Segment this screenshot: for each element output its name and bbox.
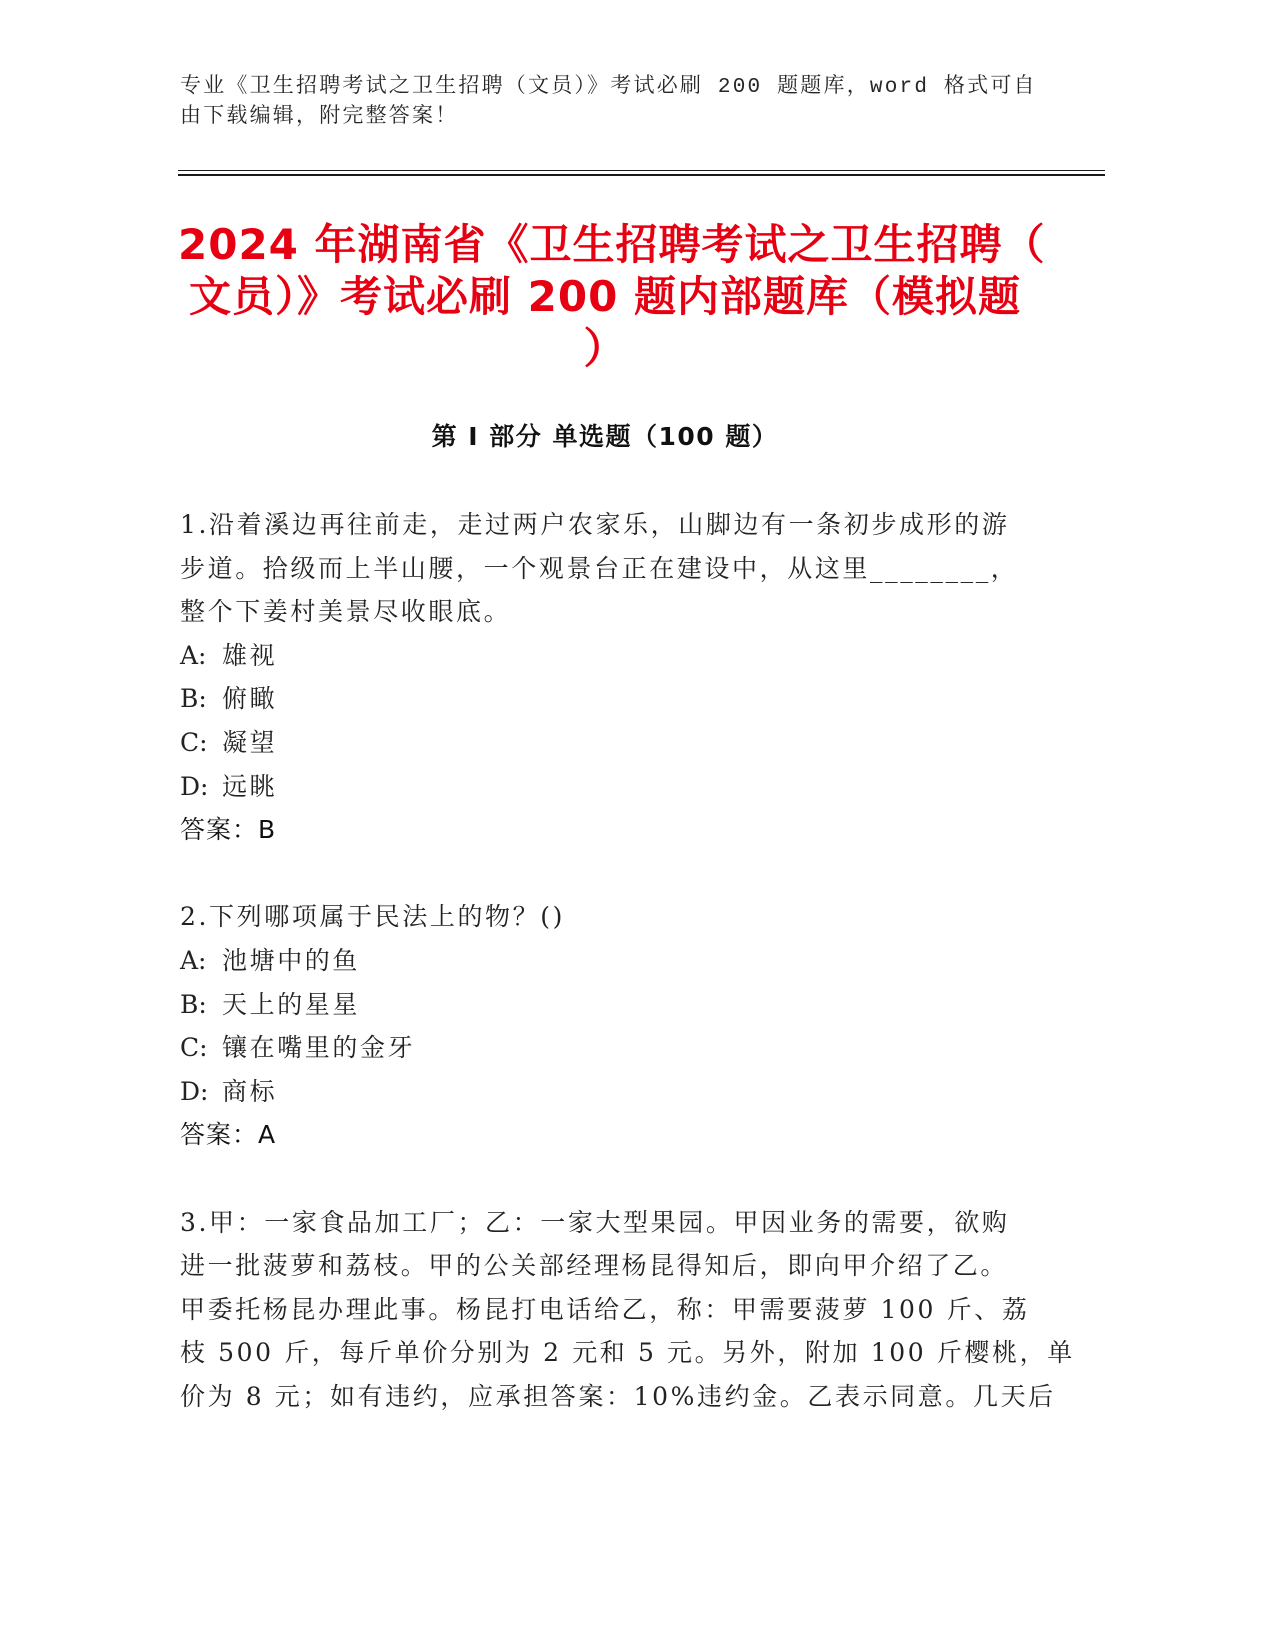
question-stem-line: 整个下姜村美景尽收眼底。	[180, 597, 512, 627]
option-c	[180, 1026, 1080, 1070]
option-text: 镶在嘴里的金牙	[222, 1033, 416, 1063]
option-text: 俯瞰	[222, 684, 278, 714]
option-a	[180, 634, 1080, 678]
option-c	[180, 721, 1080, 765]
question-stem-line: 枝 500 斤，每斤单价分别为 2 元和 5 元。另外，附加 100 斤樱桃，单	[180, 1338, 1075, 1368]
question-stem-line: 甲委托杨昆办理此事。杨昆打电话给乙，称：甲需要菠萝 100 斤、荔	[180, 1294, 1030, 1324]
title-line: 文员）》考试必刷 200 题内部题库（模拟题	[189, 272, 1021, 321]
answer-value: B	[258, 815, 277, 845]
question-3	[180, 1201, 1080, 1419]
option-label: A:	[180, 640, 207, 670]
answer-line	[180, 1113, 1080, 1157]
title-line: 2024 年湖南省《卫生招聘考试之卫生招聘（	[178, 220, 1046, 269]
page-header	[180, 73, 1037, 133]
question-stem-line: 3.甲：一家食品加工厂；乙：一家大型果园。甲因业务的需要，欲购	[180, 1207, 1010, 1237]
option-label: D:	[180, 1076, 209, 1106]
option-label: B:	[180, 989, 207, 1019]
header-rule-thick	[178, 174, 1105, 176]
option-text: 商标	[222, 1076, 278, 1106]
option-label: B:	[180, 684, 207, 714]
question-stem-line: 2.下列哪项属于民法上的物？()	[180, 902, 565, 932]
header-line: 由下载编辑，附完整答案！	[180, 106, 459, 129]
option-text: 池塘中的鱼	[222, 945, 361, 975]
option-text: 远眺	[222, 771, 278, 801]
question-1	[180, 503, 1080, 852]
option-label: D:	[180, 771, 209, 801]
question-stem-line: 1.沿着溪边再往前走，走过两户农家乐，山脚边有一条初步成形的游	[180, 510, 1010, 539]
question-stem-line: 价为 8 元；如有违约，应承担答案：10%违约金。乙表示同意。几天后	[180, 1381, 1056, 1411]
answer-label: 答案：	[180, 1120, 259, 1150]
option-b	[180, 983, 1080, 1027]
option-text: 雄视	[222, 640, 278, 670]
document-title	[178, 219, 1046, 375]
option-label: C:	[180, 727, 208, 757]
option-text: 凝望	[222, 727, 278, 757]
option-d	[180, 765, 1080, 809]
question-stem-line: 步道。拾级而上半山腰，一个观景台正在建设中，从这里________，	[180, 553, 1019, 583]
title-line: ）	[583, 324, 627, 373]
option-text: 天上的星星	[222, 989, 361, 1019]
answer-value: A	[258, 1120, 277, 1150]
question-list	[180, 503, 1080, 1462]
header-line: 专业《卫生招聘考试之卫生招聘（文员）》考试必刷 200 题题库，word 格式可自	[180, 76, 1037, 99]
section-heading: 第 I 部分 单选题（100 题）	[431, 422, 779, 451]
answer-line	[180, 808, 1080, 852]
question-2	[180, 895, 1080, 1157]
option-label: C:	[180, 1033, 208, 1063]
answer-label: 答案：	[180, 815, 259, 845]
option-a	[180, 939, 1080, 983]
header-rule-thin	[178, 170, 1105, 171]
option-b	[180, 677, 1080, 721]
option-d	[180, 1070, 1080, 1114]
option-label: A:	[180, 945, 207, 975]
question-stem-line: 进一批菠萝和荔枝。甲的公关部经理杨昆得知后，即向甲介绍了乙。	[180, 1251, 1009, 1281]
